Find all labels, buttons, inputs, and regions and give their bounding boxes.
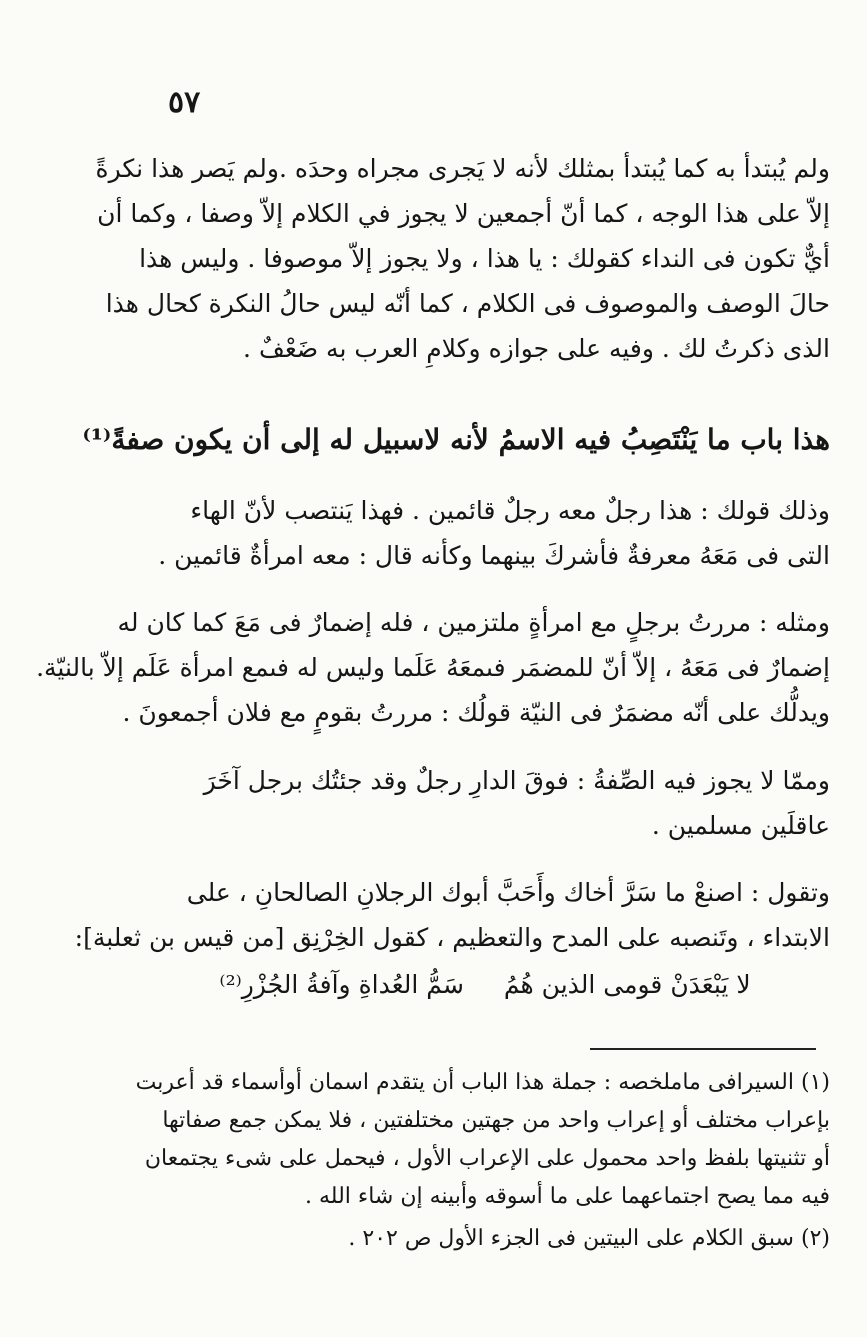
text-line: عاقلَين مسلمين . xyxy=(651,811,830,840)
text-line: حالَ الوصف والموصوف فى الكلام ، كما أنّه ليس حالُ النكرة كحال هذا xyxy=(105,289,830,318)
paragraph-4 xyxy=(140,758,830,848)
heading-line: هذا باب ما يَنْتَصِبُ فيه الاسمُ لأنه لاسبيل له إلى أن يكون صفةً⁽¹⁾ xyxy=(82,423,830,456)
text-line: وذلك قولك : هذا رجلٌ معه رجلٌ قائمين . فهذا يَنتصب لأنّ الهاء xyxy=(190,496,830,525)
verse-hemistich-2: سَمُّ العُداةِ وآفةُ الجُزْرِ⁽²⁾ xyxy=(219,970,464,999)
text-line: أيٌّ تكون فى النداء كقولك : يا هذا ، ولا يجوز إلاّ موصوفا . وليس هذا xyxy=(139,244,830,273)
paragraph-3 xyxy=(36,600,830,735)
text-line: ولم يُبتدأ به كما يُبتدأ بمثلك لأنه لا يَجرى مجراه وحدَه .ولم يَصر هذا نكرةً xyxy=(95,154,830,183)
page-number: ٥٧ xyxy=(168,85,201,120)
text-line: إضمارٌ فى مَعَهُ ، إلاّ أنّ للمضمَر فىمعَهُ عَلَما وليس له فىمع امرأة عَلَم إلاّ بالنيّة. xyxy=(36,653,830,682)
footnote-separator xyxy=(590,1048,816,1050)
footnote-line: (٢) سبق الكلام على البيتين فى الجزء الأول ص ٢٠٢ . xyxy=(348,1226,830,1251)
text-line: ومثله : مررتُ برجلٍ مع امرأةٍ ملتزمين ، فله إضمارٌ فى مَعَ كما كان له xyxy=(117,608,830,637)
footnote-line: أو تثنيتها بلفظ واحد محمول على الإعراب الأول ، فيحمل على شىء يجتمعان xyxy=(144,1146,830,1171)
poetry-verse xyxy=(140,962,830,1007)
text-line: إلاّ على هذا الوجه ، كما أنّ أجمعين لا يجوز في الكلام إلاّ وصفا ، وكما أن xyxy=(97,199,830,228)
chapter-heading xyxy=(82,418,830,462)
text-line: الابتداء ، وتَنصبه على المدح والتعظيم ، كقول الخِرْنِق [من قيس بن ثعلبة]: xyxy=(74,923,830,952)
footnote-2 xyxy=(140,1220,830,1258)
text-line: وتقول : اصنعْ ما سَرَّ أخاك وأَحَبَّ أبوك الرجلانِ الصالحانِ ، على xyxy=(186,878,830,907)
footnote-line: فيه مما يصح اجتماعهما على ما أسوقه وأبينه إن شاء الله . xyxy=(305,1184,830,1209)
text-line: الذى ذكرتُ لك . وفيه على جوازه وكلامِ العرب به ضَعْفٌ . xyxy=(243,334,830,363)
paragraph-1 xyxy=(95,146,830,371)
footnote-1 xyxy=(135,1064,830,1216)
text-line: وممّا لا يجوز فيه الصِّفةُ : فوقَ الدارِ رجلٌ وقد جئتُك برجل آخَرَ xyxy=(203,766,830,795)
footnote-line: (١) السيرافى ماملخصه : جملة هذا الباب أن يتقدم اسمان أوأسماء قد أعربت xyxy=(135,1070,830,1095)
footnote-line: بإعراب مختلف أو إعراب واحد من جهتين مختلفتين ، فلا يمكن جمع صفاتها xyxy=(162,1108,830,1133)
paragraph-2 xyxy=(140,488,830,578)
text-line: ويدلُّك على أنّه مضمَرٌ فى النيّة قولُك : مررتُ بقومٍ مع فلان أجمعونَ . xyxy=(122,698,830,727)
text-line: التى فى مَعَهُ معرفةٌ فأشركَ بينهما وكأنه قال : معه امرأةٌ قائمين . xyxy=(158,541,830,570)
verse-hemistich-1: لا يَبْعَدَنْ قومى الذين هُمُ xyxy=(503,970,751,999)
paragraph-5 xyxy=(74,870,830,960)
